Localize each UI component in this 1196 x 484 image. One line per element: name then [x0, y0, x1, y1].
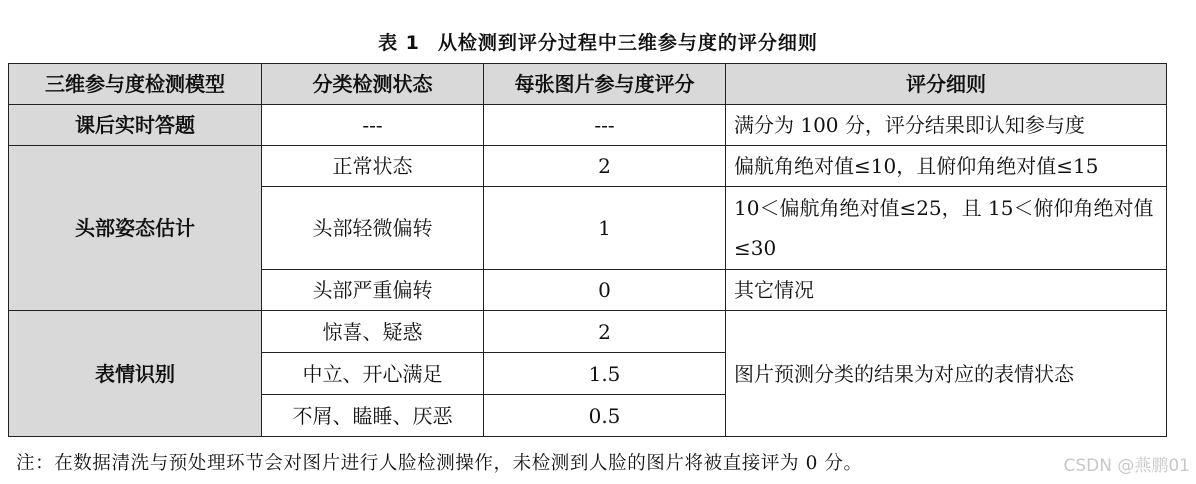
state-cell: 正常状态 [262, 146, 484, 187]
header-rule: 评分细则 [726, 64, 1167, 105]
score-cell: --- [484, 105, 726, 146]
score-cell: 1.5 [484, 353, 726, 395]
header-score: 每张图片参与度评分 [484, 64, 726, 105]
table-row [9, 105, 1167, 146]
state-cell: 中立、开心满足 [262, 353, 484, 395]
header-state: 分类检测状态 [262, 64, 484, 105]
score-cell: 1 [484, 187, 726, 270]
table-title: 从检测到评分过程中三维参与度的评分细则 [437, 32, 818, 54]
state-cell: 头部轻微偏转 [262, 187, 484, 270]
table-number: 表 1 [378, 32, 420, 54]
table-row [9, 146, 1167, 187]
rule-cell: 其它情况 [726, 270, 1167, 311]
rule-cell: 10＜偏航角绝对值≤25，且 15＜俯仰角绝对值≤30 [726, 187, 1167, 270]
header-row [9, 64, 1167, 105]
rule-cell: 图片预测分类的结果为对应的表情状态 [726, 311, 1167, 437]
state-cell: 头部严重偏转 [262, 270, 484, 311]
model-answering: 课后实时答题 [9, 105, 262, 146]
state-cell: 不屑、瞌睡、厌恶 [262, 395, 484, 437]
state-cell: 惊喜、疑惑 [262, 311, 484, 353]
model-expression: 表情识别 [9, 311, 262, 437]
score-cell: 2 [484, 311, 726, 353]
header-model: 三维参与度检测模型 [9, 64, 262, 105]
model-head-pose: 头部姿态估计 [9, 146, 262, 311]
table-row [9, 311, 1167, 353]
score-cell: 2 [484, 146, 726, 187]
table-note: 注：在数据清洗与预处理环节会对图片进行人脸检测操作，未检测到人脸的图片将被直接评为 0 分。 [16, 453, 863, 474]
table-caption [0, 28, 1196, 55]
scoring-table [8, 63, 1167, 437]
watermark: CSDN @燕鹏01 [1063, 456, 1190, 476]
rule-cell: 满分为 100 分，评分结果即认知参与度 [726, 105, 1167, 146]
rule-cell: 偏航角绝对值≤10，且俯仰角绝对值≤15 [726, 146, 1167, 187]
score-cell: 0 [484, 270, 726, 311]
state-cell: --- [262, 105, 484, 146]
score-cell: 0.5 [484, 395, 726, 437]
